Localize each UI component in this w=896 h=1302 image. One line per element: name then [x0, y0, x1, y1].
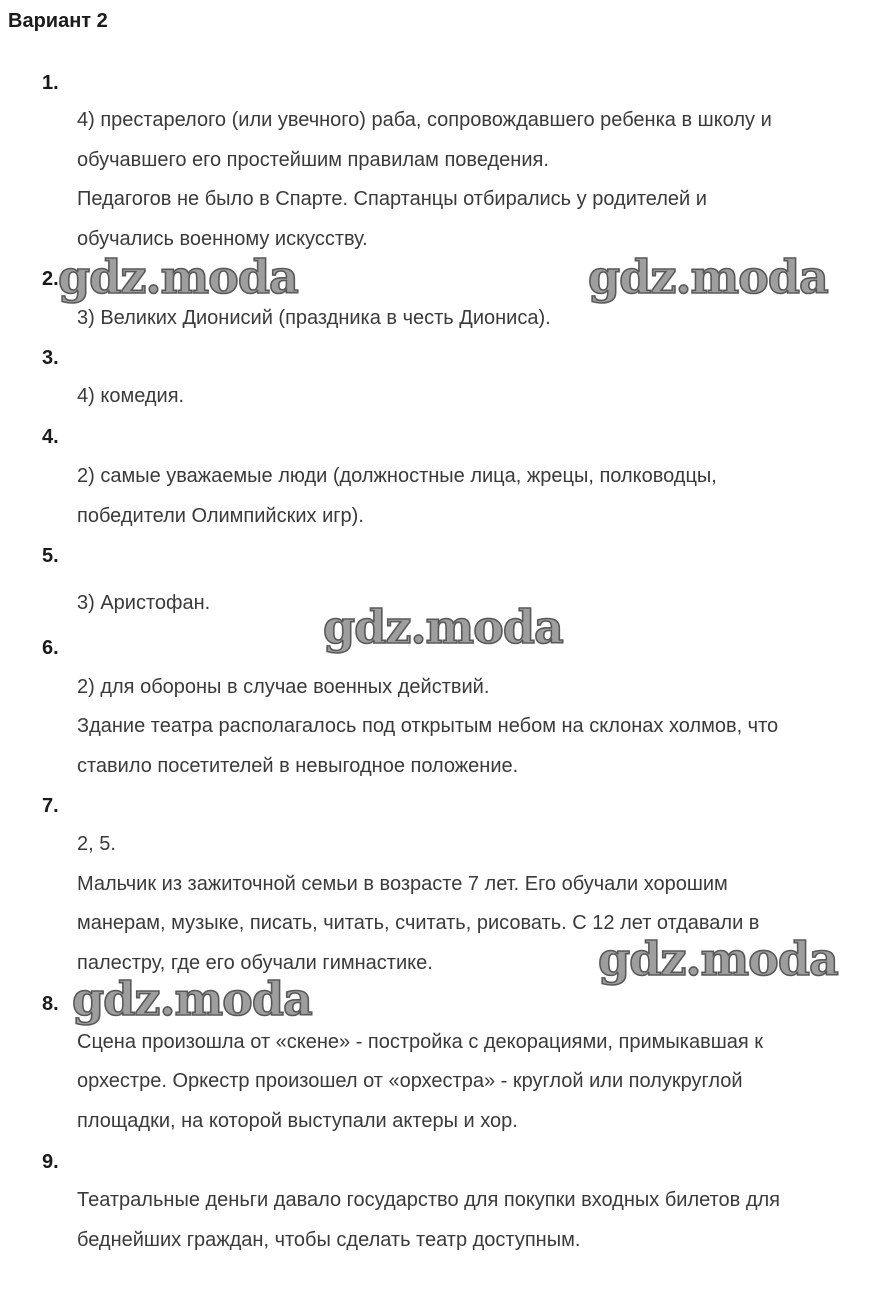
- answer-line: Педагогов не было в Спарте. Спартанцы отбирались у родителей и: [77, 188, 707, 210]
- question-number: 7.: [42, 795, 59, 817]
- answer-line: 2) для обороны в случае военных действий.: [77, 676, 490, 698]
- answer-line: 4) комедия.: [77, 385, 185, 407]
- watermark-logo: gdz.moda: [323, 600, 563, 654]
- page-title: Вариант 2: [8, 10, 108, 32]
- answer-line: 2) самые уважаемые люди (должностные лица, жрецы, полководцы,: [77, 465, 717, 487]
- answer-line: Здание театра располагалось под открытым небом на склонах холмов, что: [77, 715, 779, 737]
- answer-line: манерам, музыке, писать, читать, считать, рисовать. С 12 лет отдавали в: [77, 912, 760, 934]
- answer-line: 2, 5.: [77, 833, 116, 855]
- question-number: 4.: [42, 426, 59, 448]
- question-number: 9.: [42, 1151, 59, 1173]
- answer-line: Театральные деньги давало государство для покупки входных билетов для: [77, 1189, 780, 1211]
- answer-line: Мальчик из зажиточной семьи в возрасте 7 лет. Его обучали хорошим: [77, 873, 728, 895]
- question-number: 6.: [42, 637, 59, 659]
- answer-line: обучавшего его простейшим правилам поведения.: [77, 149, 549, 171]
- question-number: 2.: [42, 268, 59, 290]
- answer-line: площадки, на которой выступали актеры и хор.: [77, 1110, 518, 1132]
- answer-line: 3) Великих Дионисий (праздника в честь Диониса).: [77, 307, 551, 329]
- answer-line: 4) престарелого (или увечного) раба, сопровождавшего ребенка в школу и: [77, 109, 772, 131]
- answer-line: беднейших граждан, чтобы сделать театр доступным.: [77, 1229, 581, 1251]
- watermark-logo: gdz.moda: [72, 972, 312, 1026]
- question-number: 8.: [42, 993, 59, 1015]
- watermark-logo: gdz.moda: [588, 250, 828, 304]
- watermark-logo: gdz.moda: [598, 932, 838, 986]
- watermark-logo: gdz.moda: [58, 250, 298, 304]
- question-number: 1.: [42, 72, 59, 94]
- answer-line: ставило посетителей в невыгодное положение.: [77, 755, 519, 777]
- answer-line: 3) Аристофан.: [77, 592, 211, 614]
- answer-line: победители Олимпийских игр).: [77, 505, 364, 527]
- question-number: 5.: [42, 545, 59, 567]
- answer-line: палестру, где его обучали гимнастике.: [77, 952, 433, 974]
- question-number: 3.: [42, 347, 59, 369]
- answer-line: Сцена произошла от «скене» - постройка с декорациями, примыкавшая к: [77, 1031, 763, 1053]
- answer-line: орхестре. Оркестр произошел от «орхестра» - круглой или полукруглой: [77, 1070, 743, 1092]
- answer-line: обучались военному искусству.: [77, 228, 368, 250]
